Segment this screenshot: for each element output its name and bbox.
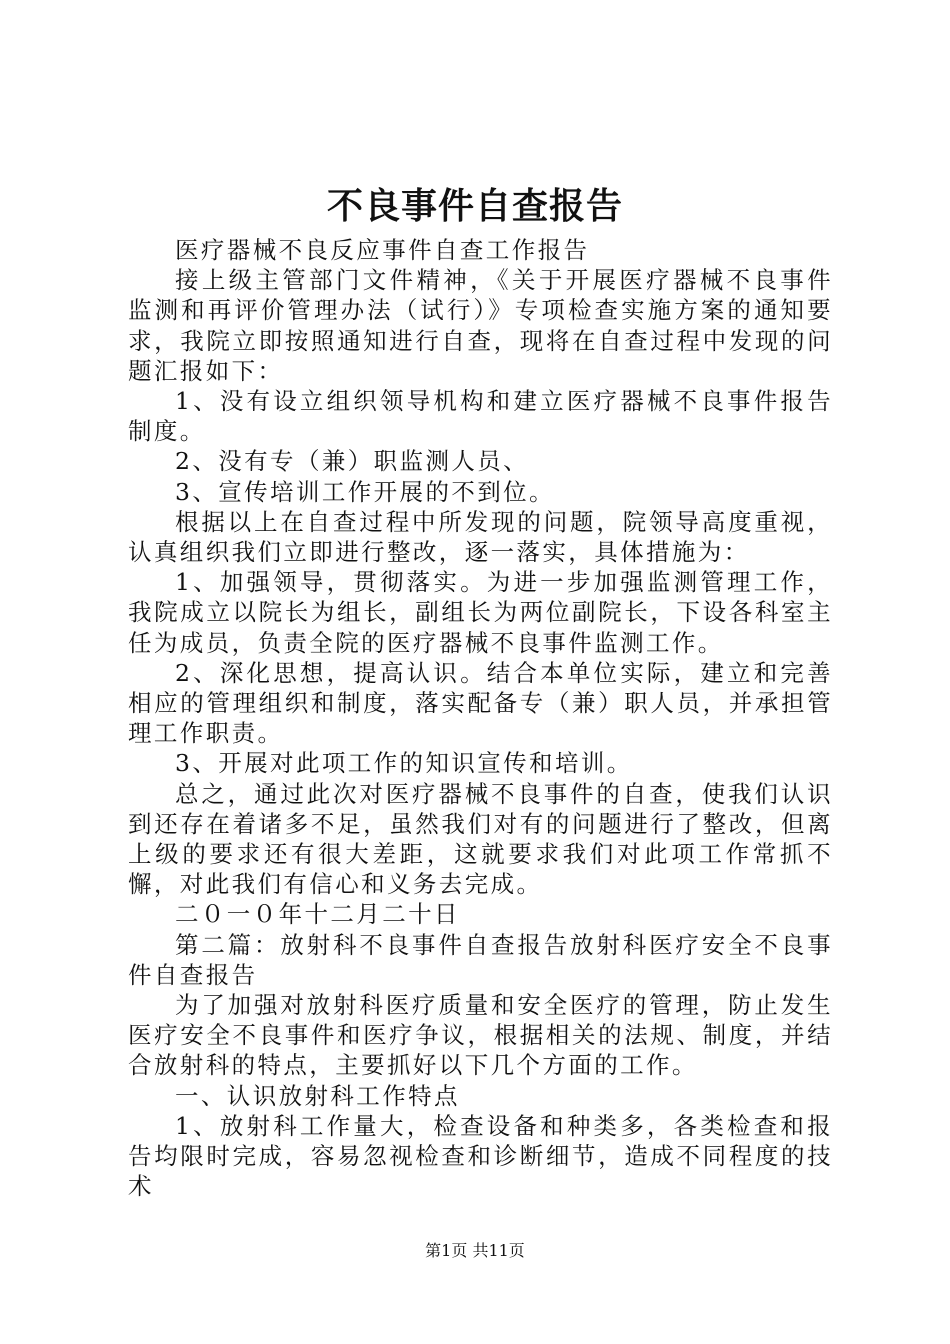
paragraph: 总之，通过此次对医疗器械不良事件的自查，使我们认识到还存在着诸多不足，虽然我们对有的问题进行了整改，但离上级的要求还有很大差距，这就要求我们对此项工作常抓不懈，对此我们有信心和义务去完成。 [128,779,833,899]
paragraph: 3、开展对此项工作的知识宣传和培训。 [175,749,633,778]
paragraph: 接上级主管部门文件精神，《关于开展医疗器械不良事件监测和再评价管理办法（试行）》专项检查实施方案的通知要求，我院立即按照通知进行自查，现将在自查过程中发现的问题汇报如下： [128,266,833,385]
paragraph: 根据以上在自查过程中所发现的问题，院领导高度重视，认真组织我们立即进行整改，逐一落实，具体措施为： [128,507,833,567]
paragraph: 为了加强对放射科医疗质量和安全医疗的管理，防止发生医疗安全不良事件和医疗争议，根据相关的法规、制度，并结合放射科的特点，主要抓好以下几个方面的工作。 [128,991,833,1080]
paragraph: 医疗器械不良反应事件自查工作报告 [175,236,590,264]
paragraph: 1、没有设立组织领导机构和建立医疗器械不良事件报告制度。 [128,387,833,446]
paragraph: 2、没有专（兼）职监测人员、 [175,447,530,476]
document-body [128,235,833,1202]
paragraph: 1、放射科工作量大，检查设备和种类多，各类检查和报告均限时完成，容易忽视检查和诊断细节，造成不同程度的技术 [128,1111,833,1201]
paragraph: 第二篇：放射科不良事件自查报告放射科医疗安全不良事件自查报告 [128,930,833,989]
paragraph: 一、认识放射科工作特点 [175,1081,460,1110]
page-number-footer: 第1页 共11页 [425,1241,525,1260]
paragraph: 3、宣传培训工作开展的不到位。 [175,477,555,506]
paragraph: 2、深化思想，提高认识。结合本单位实际，建立和完善相应的管理组织和制度，落实配备专（兼）职人员，并承担管理工作职责。 [128,658,833,748]
page-title: 不良事件自查报告 [326,185,623,227]
paragraph: 1、加强领导，贯彻落实。为进一步加强监测管理工作，我院成立以院长为组长，副组长为两位副院长，下设各科室主任为成员，负责全院的医疗器械不良事件监测工作。 [128,568,833,657]
paragraph: 二０一０年十二月二十日 [175,900,460,929]
